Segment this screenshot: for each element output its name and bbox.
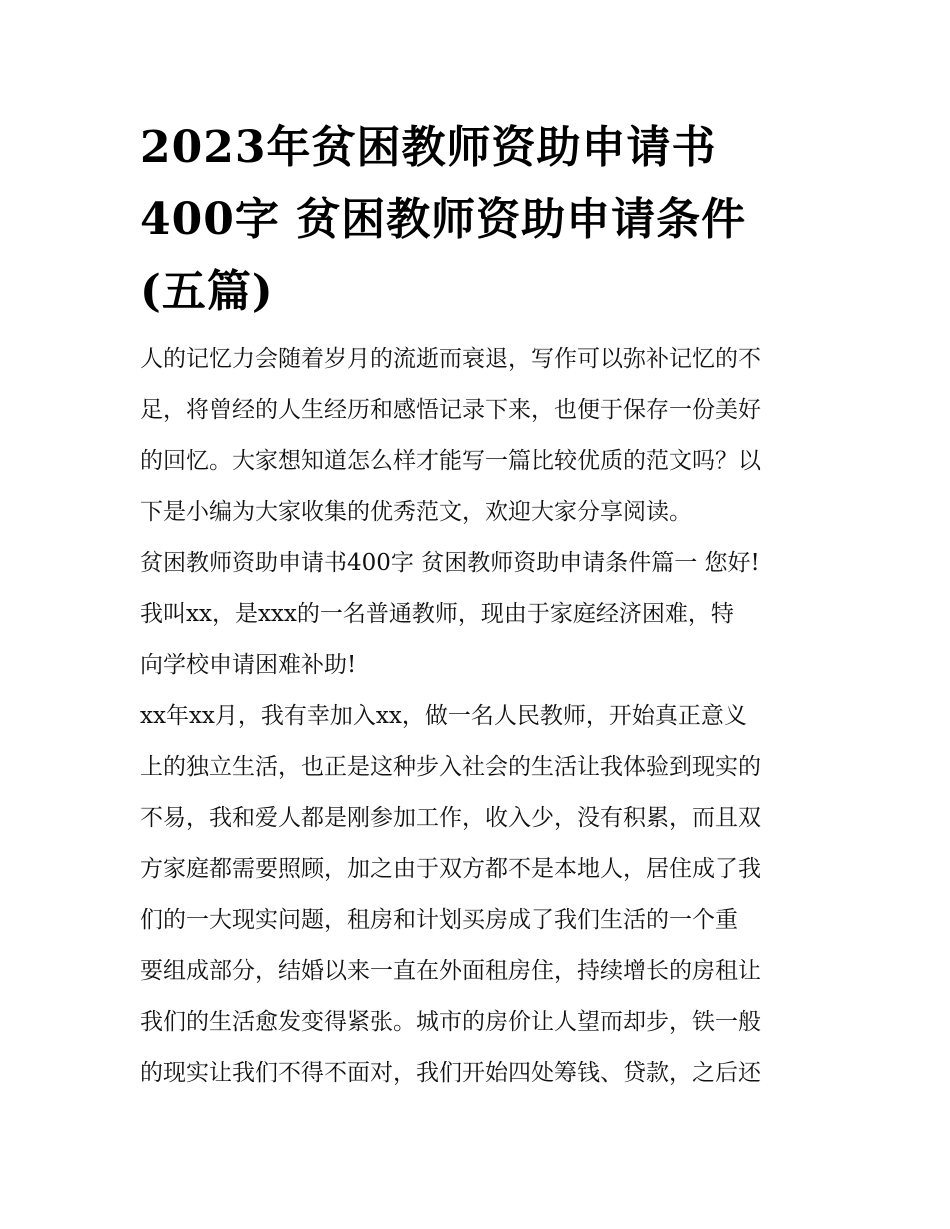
greeting-paragraph (140, 538, 812, 691)
text-line: 贫困教师资助申请书400字 贫困教师资助申请条件篇一 您好! (140, 550, 760, 576)
text-line: 我们的生活愈发变得紧张。城市的房价让人望而却步，铁一般 (140, 1009, 761, 1035)
text-line: 上的独立生活，也正是这种步入社会的生活让我体验到现实的 (140, 754, 761, 780)
document-content (140, 112, 812, 1099)
title-line: 2023年贫困教师资助申请书 (140, 122, 717, 173)
text-line: 们的一大现实问题，租房和计划买房成了我们生活的一个重 (140, 907, 738, 933)
text-line: 人的记忆力会随着岁月的流逝而衰退，写作可以弥补记忆的不 (140, 346, 761, 372)
text-line: 下是小编为大家收集的优秀范文，欢迎大家分享阅读。 (140, 499, 692, 525)
body-paragraph (140, 691, 812, 1099)
text-line: 向学校申请困难补助! (140, 652, 357, 678)
document-title (140, 112, 812, 328)
text-line: 方家庭都需要照顾，加之由于双方都不是本地人，居住成了我 (140, 856, 761, 882)
text-line: 要组成部分，结婚以来一直在外面租房住，持续增长的房租让 (140, 958, 761, 984)
text-line: xx年xx月，我有幸加入xx，做一名人民教师，开始真正意义 (140, 703, 747, 729)
title-line: 400字 贫困教师资助申请条件 (140, 194, 747, 245)
intro-paragraph (140, 334, 812, 538)
text-line: 不易，我和爱人都是刚参加工作，收入少，没有积累，而且双 (140, 805, 761, 831)
text-line: 足，将曾经的人生经历和感悟记录下来，也便于保存一份美好 (140, 397, 761, 423)
document-body (140, 334, 812, 1099)
title-line: (五篇) (140, 266, 274, 317)
text-line: 的回忆。大家想知道怎么样才能写一篇比较优质的范文吗？以 (140, 448, 761, 474)
text-line: 的现实让我们不得不面对，我们开始四处筹钱、贷款，之后还 (140, 1060, 761, 1086)
text-line: 我叫xx，是xxx的一名普通教师，现由于家庭经济困难，特 (140, 601, 734, 627)
